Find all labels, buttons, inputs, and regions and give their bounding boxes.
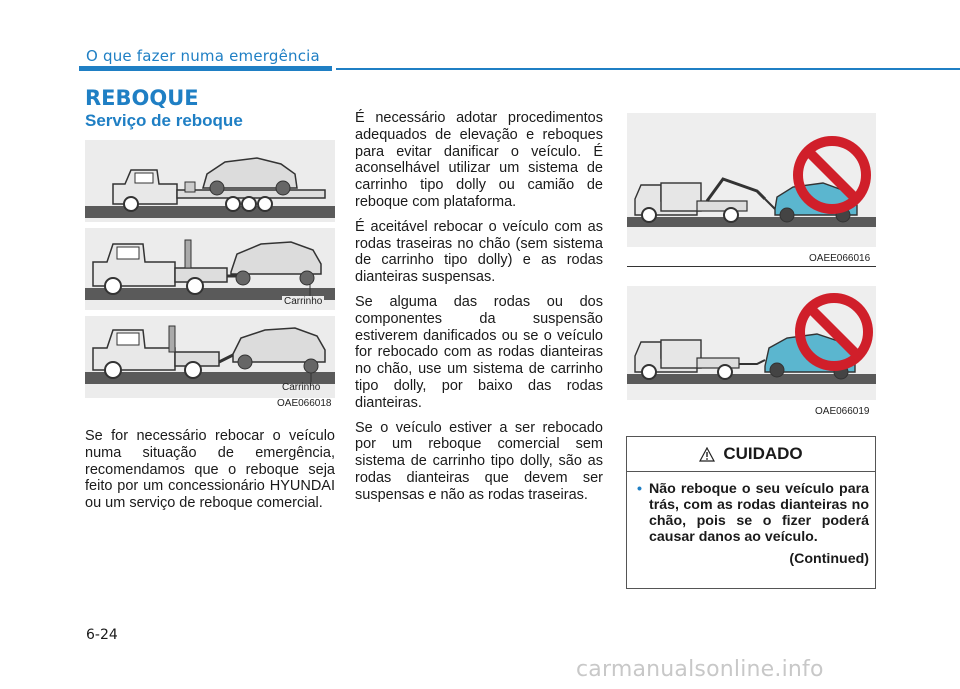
section-title: REBOQUE — [85, 86, 199, 110]
warning-triangle-icon — [699, 447, 715, 462]
paragraph: Se alguma das rodas ou dos componentes da suspensão estiverem danificados ou se o veículo for rebocado com as rodas dianteiras no chão, use um sistema de carrinho tipo dolly, por baixo das rodas dianteiras. — [355, 293, 603, 411]
figure-divider — [627, 266, 876, 267]
continued-label: (Continued) — [789, 551, 869, 567]
column1-text — [85, 428, 335, 512]
chapter-header: O que fazer numa emergência — [86, 47, 320, 65]
paragraph: Se for necessário rebocar o veículo numa situação de emergência, recomendamos que o reboque seja feito por um concessionário HYUNDAI ou um serviço de reboque comercial. — [85, 428, 335, 512]
caution-body — [639, 481, 869, 567]
prohibited-towing-figure-bottom — [627, 286, 876, 400]
header-rule-thin — [336, 68, 960, 70]
towing-methods-illustration — [85, 140, 335, 408]
page-number: 6-24 — [86, 627, 118, 643]
caution-bullet-text: Não reboque o seu veículo para trás, com as rodas dianteiras no chão, pois se o fizer poderá causar danos ao veículo. — [649, 481, 869, 545]
caution-box — [626, 436, 876, 589]
watermark: carmanualsonline.info — [576, 657, 824, 682]
paragraph: Se o veículo estiver a ser rebocado por um reboque comercial sem sistema de carrinho tipo dolly, são as rodas dianteiras que devem ser suspensas e não as rodas traseiras. — [355, 419, 603, 503]
paragraph: É aceitável rebocar o veículo com as rodas traseiras no chão (sem sistema de carrinho tipo dolly) e as rodas dianteiras suspensas. — [355, 218, 603, 286]
dolly-label: Carrinho — [284, 296, 323, 307]
header-rule-thick — [79, 66, 332, 71]
prohibited-towing-figure-top — [627, 113, 876, 247]
figure-code: OAEE066016 — [809, 253, 871, 264]
column2-text — [355, 110, 603, 512]
paragraph: É necessário adotar procedimentos adequados de elevação e reboques para evitar danificar o veículo. É aconselhável utilizar um sistema de carrinho tipo dolly ou camião de reboque com plataforma. — [355, 110, 603, 210]
prohibition-icon — [800, 298, 868, 366]
dolly-label: Carrinho — [282, 382, 321, 393]
towing-methods-figure — [85, 140, 335, 408]
figure-code: OAE066019 — [815, 406, 870, 417]
caution-header — [627, 437, 875, 472]
bullet-icon: • — [637, 481, 642, 497]
caution-title: CUIDADO — [723, 444, 803, 463]
figure-code: OAE066018 — [277, 398, 332, 409]
prohibition-icon — [798, 141, 866, 209]
subsection-title: Serviço de reboque — [85, 111, 243, 130]
